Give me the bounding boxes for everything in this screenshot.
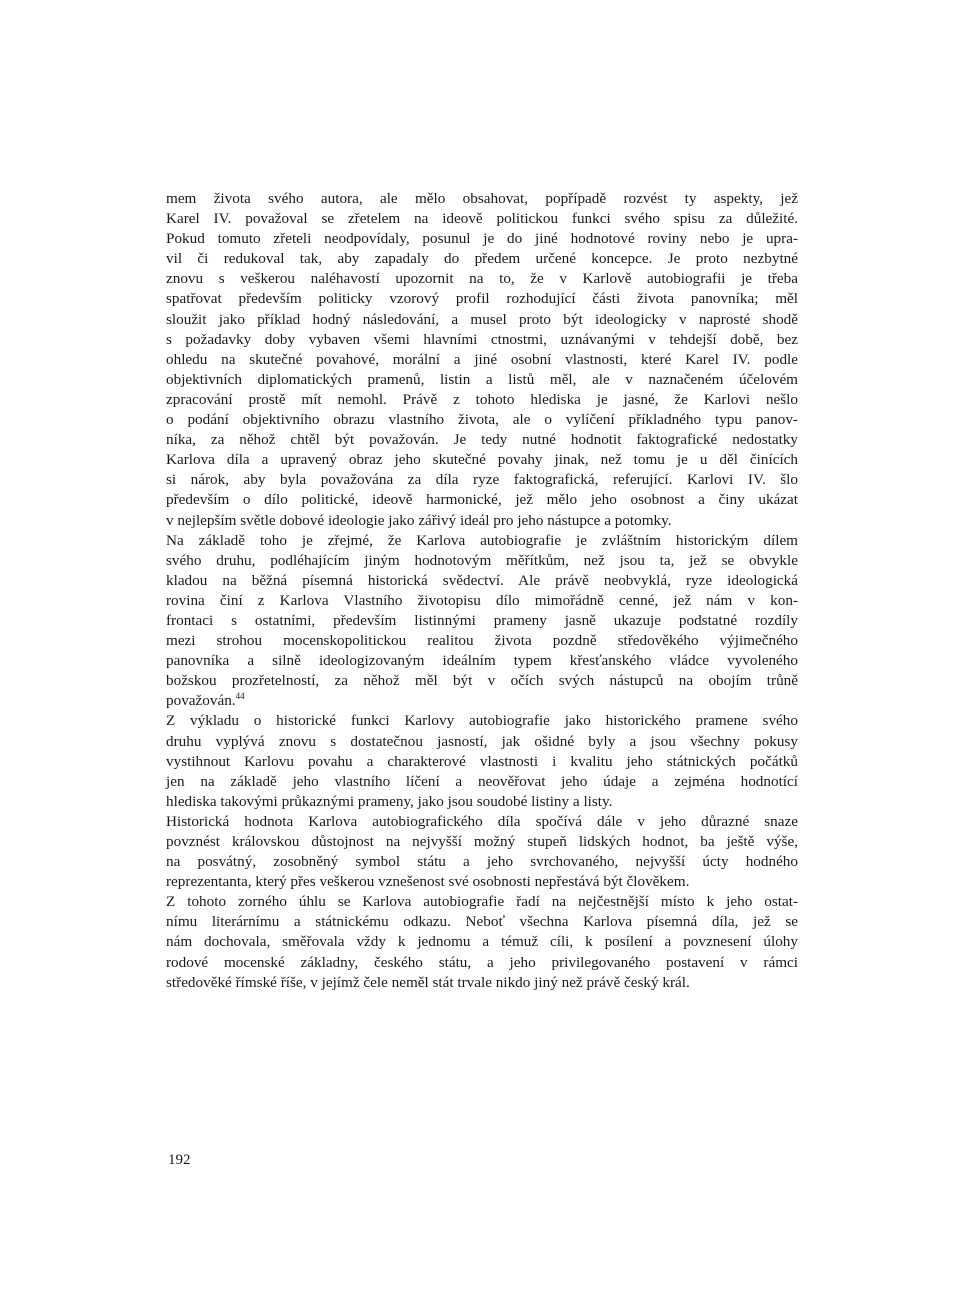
text-line: kladou na běžná písemná historická svědectví. Ale právě neobvyklá, ryze ideologická [166,571,798,589]
text-line: povznést královskou důstojnost na nejvyšší možný stupeň lidských hodnot, ba ještě výše, [166,833,798,850]
body-text [166,189,798,993]
text-line: zpracování prostě mít nemohl. Právě z tohoto hlediska je jasné, že Karlovi nešlo [166,390,798,408]
text-line: níka, za něhož chtěl být považován. Je tedy nutné hodnotit faktografické nedostatky [166,431,798,449]
text-line: hlediska takovými průkaznými prameny, jako jsou soudobé listiny a listy. [166,792,613,810]
text-line: objektivních diplomatických pramenů, listin a listů měl, ale v naznačeném účelovém [166,370,798,388]
text-line: Karel IV. považoval se zřetelem na ideově politickou funkci svého spisu za důležité. [166,210,798,228]
text-line: spatřovat především politicky vzorový profil rozhodující části života panovníka; měl [166,290,798,308]
text-line: o podání objektivního obrazu vlastního života, ale o vylíčení příkladného typu panov- [166,411,798,429]
text-line: Pokud tomuto zřeteli neodpovídaly, posunul je do jiné hodnotové roviny nebo je upra- [166,230,798,248]
text-line: Historická hodnota Karlova autobiografického díla spočívá dále v jeho důrazné snaze [166,812,798,830]
text-line: vystihnout Karlovu povahu a charakterové vlastnosti i kvalitu jeho státnických počátků [166,752,798,770]
text-line: jen na základě jeho vlastního líčení a neověřovat jeho údaje a zejména hodnotící [166,772,798,790]
text-line: nímu literárnímu a státnickému odkazu. Neboť všechna Karlova písemná díla, jež se [166,913,798,931]
text-line: reprezentanta, který přes veškerou vznešenost své osobnosti nepřestává být člověkem. [166,873,690,891]
text-line: s požadavky doby vybaven všemi hlavními ctnostmi, uznávanými v tehdejší době, bez [166,330,798,348]
text-line: sloužit jako příklad hodný následování, a musel proto být ideologicky v naprosté shodě [166,310,798,328]
paragraph [166,711,798,811]
text-line: Z tohoto zorného úhlu se Karlova autobiografie řadí na nejčestnější místo k jeho ostat- [166,893,798,911]
paragraph [166,189,798,531]
text-line: považován.$^{44}$ [166,691,245,710]
text-line: mem života svého autora, ale mělo obsahovat, popřípadě rozvést ty aspekty, jež [166,190,798,207]
paragraph [166,812,798,892]
text-line: Karlova díla a upravený obraz jeho skutečné povahy jinak, než tomu je u děl činících [166,451,798,469]
text-line: znovu s veškerou naléhavostí upozornit na to, že v Karlově autobiografii je třeba [166,270,798,288]
text-line: rodové mocenské základny, českého státu, a jeho privilegovaného postavení v rámci [166,953,798,971]
text-line: si nárok, aby byla považována za díla ryze faktografická, referující. Karlovi IV. šlo [166,471,798,489]
paragraph [166,892,798,992]
text-line: panovníka a silně ideologizovaným ideálním typem křesťanského vládce vyvoleného [166,652,798,670]
text-line: především o dílo politické, ideově harmonické, jež mělo jeho osobnost a činy ukázat [166,491,798,509]
text-line: svého druhu, podléhajícím jiným hodnotovým měřítkům, než jsou ta, jež se obvykle [166,551,798,569]
text-line: druhu vyplývá znovu s dostatečnou jasností, jak ošidné byly a jsou všechny pokusy [166,732,798,750]
text-line: ohledu na skutečné povahové, morální a jiné osobní vlastnosti, které Karel IV. podle [166,350,798,368]
text-line: mezi strohou mocenskopolitickou realitou života pozdně středověkého výjimečného [166,632,798,650]
text-line: na posvátný, zosobněný symbol státu a jeho svrchovaného, nejvyšší úcty hodného [166,853,798,871]
paragraph [166,531,798,712]
text-line: v nejlepším světle dobové ideologie jako zářivý ideál pro jeho nástupce a potomky. [166,511,672,529]
page-number: 192 [168,1152,191,1168]
text-line: nám dochovala, směřovala vždy k jednomu a témuž cíli, k posílení a povznesení úlohy [166,933,798,951]
footnote-marker: 44 [235,691,245,702]
text-line: středověké římské říše, v jejímž čele neměl stát trvale nikdo jiný než právě český král. [166,973,690,991]
text-line: frontaci s ostatními, především listinnými prameny jasně ukazuje podstatné rozdíly [166,611,798,629]
text-line: božskou prozřetelností, za něhož měl být v očích svých nástupců na obojím trůně [166,672,798,690]
text-line: Z výkladu o historické funkci Karlovy autobiografie jako historického pramene svého [166,712,798,730]
text-line: vil či redukoval tak, aby zapadaly do předem určené koncepce. Je proto nezbytné [166,250,798,268]
text-line: rovina činí z Karlova Vlastního životopisu dílo mimořádně cenné, jež nám v kon- [166,591,798,609]
text-line: Na základě toho je zřejmé, že Karlova autobiografie je zvláštním historickým dílem [166,531,798,549]
